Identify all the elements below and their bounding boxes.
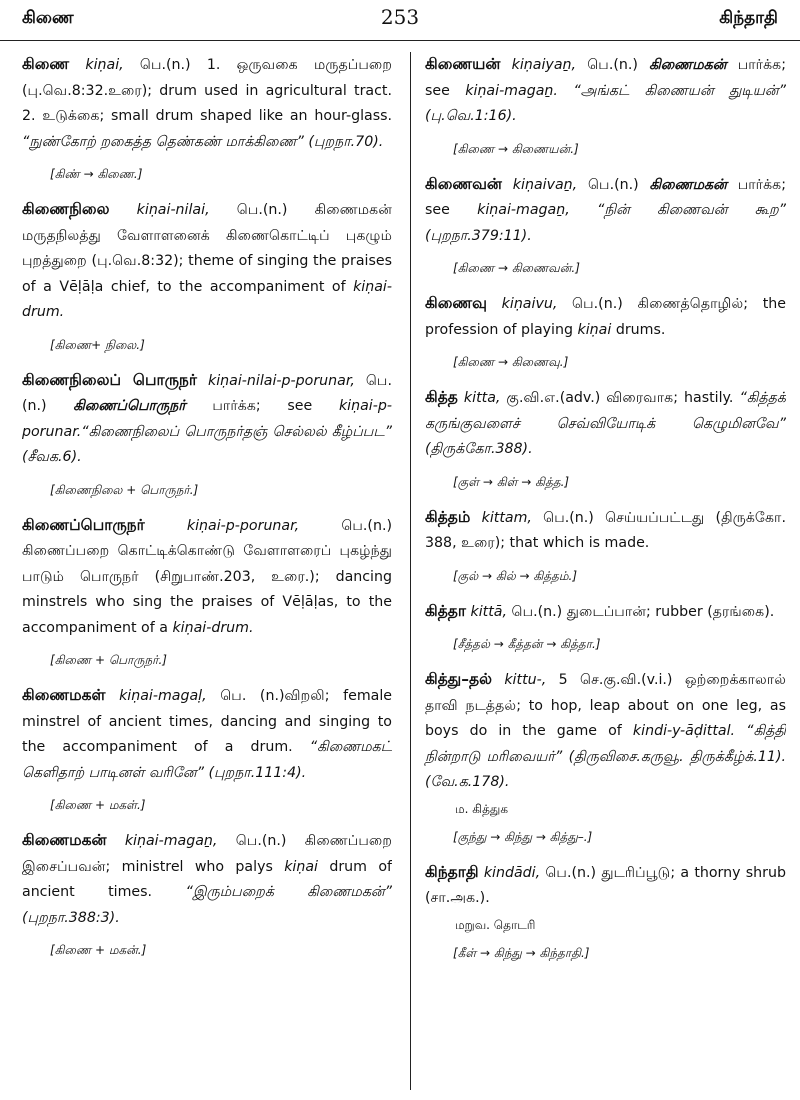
transliteration-inline: kiṇai-magaṉ. [465, 82, 558, 99]
transliteration: kiṇai, [85, 57, 124, 73]
transliteration-inline: kindi-y-āḍittal. [632, 723, 736, 739]
page-header [0, 0, 800, 41]
quotation: “கிணைமகட் கெளிதாற் பாடினள் வரினே” [22, 739, 392, 781]
entry-body [22, 197, 392, 326]
definition-text: drums. [611, 321, 666, 338]
transliteration: kiṇaiyaṉ, [511, 57, 577, 73]
definition-text: பார்க்க; see [185, 398, 339, 414]
definition-text: 5 செ.கு.வி.(v.i.) ஒற்றைக்காலால் தாவி நடத்தல்; to hop, leap about on one leg, as boys do in the game of [425, 672, 786, 739]
transliteration: kitta, [463, 390, 501, 406]
citation: (திருக்கோ.388). [425, 441, 533, 457]
headword: கிணைமகன் [22, 831, 107, 849]
quotation: “நின் கிணைவன் கூற” [569, 202, 786, 218]
etymology: [கிணை + பொருநர்.] [50, 653, 167, 667]
definition-text: கு.வி.எ.(adv.) விரைவாக; hastily. [500, 390, 740, 406]
entry-body [425, 599, 786, 626]
entry-body [22, 828, 392, 931]
header-left-word: கிணை [22, 8, 74, 28]
dictionary-entry [425, 599, 786, 654]
cross-reference: கிணைமகன் [649, 176, 727, 193]
transliteration-inline: kiṇai-magaṉ, [477, 202, 570, 218]
headword: கிணைநிலை [22, 200, 110, 218]
headword: கிணைவு [425, 294, 487, 312]
entry-body [425, 505, 786, 557]
entry-body [22, 513, 392, 642]
etymology: [குள் → கிள் → கித்த.] [453, 474, 570, 489]
definition-text: பெ.(n.) 1. ஒருவகை மருதப்பறை (பு.வெ.8:32.உரை); drum used in agricultural tract. 2. உடுக்கை; small drum shaped like an hour-glass. [22, 57, 392, 124]
dictionary-entry [22, 52, 392, 183]
cross-reference: கிணைமகன் [649, 57, 727, 73]
etymology: [கிணை → கிணைவு.] [453, 355, 569, 369]
definition-text: பெ.(n.) கிணைப்பறை கொட்டிக்கொண்டு வேளாளரைப் புகழ்ந்து பாடும் பொருநர் (சிறுபாண்.203, உரை.); dancing minstrels who sing the praises of Vēḷāḷas, to the accompaniment of a [22, 517, 392, 636]
entry-body [425, 172, 786, 250]
definition-text: பெ.(n.) கிணைத்தொழில்; the profession of playing [425, 296, 786, 338]
definition-text: பெ.(n.) துடைப்பான்; rubber (தரங்கை). [507, 603, 775, 620]
transliteration: kiṇai-magaṉ, [124, 833, 218, 849]
transliteration-inline: kiṇai [284, 858, 318, 875]
etymology: [கிணைநிலை + பொருநர்.] [50, 482, 199, 497]
headword: கித்தா [425, 601, 466, 620]
transliteration-inline: kiṇai [577, 321, 612, 338]
page-number: 253 [380, 5, 420, 29]
dictionary-entry [22, 368, 392, 499]
transliteration-inline: kiṇai-p-porunar. [22, 398, 392, 440]
transliteration-inline: kiṇai-drum. [172, 619, 254, 636]
headword: கித்தம் [425, 507, 471, 526]
header-right-word: கிந்தாதி [719, 8, 778, 28]
transliteration: kindādi, [483, 864, 541, 881]
etymology: [கிண் → கிணை.] [50, 167, 143, 181]
etymology: [கிணை → கிணைவன்.] [453, 261, 580, 275]
cross-reference: கிணைப்பொருநர் [73, 398, 186, 414]
definition-text: drum of ancient times. [22, 858, 392, 900]
etymology: [குல் → கில் → கித்தம்.] [453, 568, 578, 583]
transliteration: kiṇai-nilai, [136, 202, 210, 218]
etymology: [கிணை+ நிலை.] [50, 337, 145, 352]
right-column [410, 52, 786, 1090]
headword: கிணைநிலைப் பொருநர் [22, 370, 197, 389]
citation: (புறநா.388:3). [22, 909, 120, 926]
transliteration: kiṇaivu, [501, 296, 558, 312]
definition-text: பார்க்க; see [425, 57, 786, 99]
transliteration: kittā, [470, 603, 508, 620]
etymology: [கீள் → கிந்து → கிந்தாதி.] [453, 945, 590, 960]
headword: கிணைமகள் [22, 686, 106, 704]
dictionary-entry [22, 828, 392, 959]
definition-text: பெ. (n.)விறலி; female minstrel of ancient times, dancing and singing to the accompaniment of a drum. [22, 688, 392, 755]
citation: (திருவிசை.கருவூ. திருக்கீழ்க்.11). (வே.க.178). [425, 748, 786, 790]
headword: கிணை [22, 55, 70, 73]
dictionary-entry [425, 860, 786, 962]
etymology: [கிணை → கிணையன்.] [453, 141, 579, 156]
entry-body [22, 683, 392, 786]
quotation: “கித்தக் கருங்குவளைச் செவ்வியோடிக் கெழுமினவே” [425, 390, 786, 432]
entry-body [22, 52, 392, 155]
quotation: “கிணைநிலைப் பொருநர்தஞ் செல்லல் கீழ்ப்பட” [81, 423, 392, 440]
headword: கித்த [425, 388, 458, 406]
transliteration: kittu-, [504, 672, 547, 688]
transliteration: kiṇai-p-porunar, [186, 517, 300, 534]
dictionary-entry [425, 52, 786, 158]
etymology: [சீத்தல் → கீத்தன் → கித்தா.] [453, 637, 601, 651]
dictionary-entry [425, 172, 786, 278]
headword: கிணைவன் [425, 174, 502, 193]
dictionary-entry [425, 505, 786, 585]
dictionary-entry [22, 513, 392, 670]
transliteration: kiṇai-magaḷ, [119, 688, 207, 704]
citation: (புறநா.379:11). [425, 227, 532, 244]
cognate-note: ம. கித்துக [455, 801, 509, 816]
headword: கிந்தாதி [425, 862, 479, 881]
definition-text: பெ.(n.) கிணைப்பறை இசைப்பவன்; ministrel who palys [22, 833, 392, 875]
quotation: “கித்தி நின்றாடு மரிவையர்” [425, 723, 786, 765]
quotation: “நுண்கோற் றகைத்த தெண்கண் மாக்கிணை” [22, 133, 304, 150]
entry-body [425, 667, 786, 796]
dictionary-entry [22, 683, 392, 814]
headword: கித்து–தல் [425, 670, 492, 688]
citation: (புறநா.111:4). [208, 764, 307, 781]
definition-text: பெ.(n.) [577, 176, 650, 193]
variant-note: மறுவ. தொடரி [455, 917, 536, 932]
entry-body [425, 291, 786, 343]
definition-text: பார்க்க; see [425, 176, 786, 218]
definition-text: பெ.(n.) துடரிப்பூடு; a thorny shrub (சா.அக.). [425, 864, 786, 906]
definition-text: பெ.(n.) செய்யப்பட்டது (திருக்கோ. 388, உரை); that which is made. [425, 509, 786, 551]
headword: கிணையன் [425, 55, 501, 73]
citation: (புறநா.70). [308, 133, 384, 150]
entry-body [425, 860, 786, 912]
transliteration: kiṇaivaṉ, [512, 176, 578, 193]
entry-body [22, 368, 392, 471]
etymology: [குந்து → கிந்து → கித்து–.] [453, 829, 593, 844]
quotation: “இரும்பறைக் கிணைமகன்” [185, 884, 392, 900]
dictionary-entry [425, 385, 786, 491]
entry-body [425, 385, 786, 463]
citation: (சீவக.6). [22, 449, 82, 465]
dictionary-entry [425, 291, 786, 371]
dictionary-columns [22, 52, 786, 1090]
quotation: “அங்கட் கிணையன் துடியன்” [557, 82, 786, 99]
dictionary-entry [22, 197, 392, 354]
transliteration-inline: kiṇai-drum. [22, 278, 392, 320]
etymology: [கிணை + மகள்.] [50, 798, 146, 812]
transliteration: kiṇai-nilai-p-porunar, [207, 372, 355, 389]
citation: (பு.வெ.1:16). [425, 108, 517, 124]
definition-text: பெ.(n.) [576, 57, 650, 73]
left-column [22, 52, 392, 1090]
definition-text: பெ.(n.) கிணைமகன் மருதநிலத்து வேளாளனைக் கிணைகொட்டிப் புகழும் புறத்துறை (பு.வெ.8:32); theme of singing the praises of a Vēḷāḷa chief, to the accompaniment of [22, 202, 392, 295]
transliteration: kittam, [481, 509, 532, 526]
definition-text: பெ.(n.) [22, 372, 392, 414]
entry-body [425, 52, 786, 130]
dictionary-entry [425, 667, 786, 846]
headword: கிணைப்பொருநர் [22, 515, 145, 534]
etymology: [கிணை + மகன்.] [50, 943, 147, 957]
